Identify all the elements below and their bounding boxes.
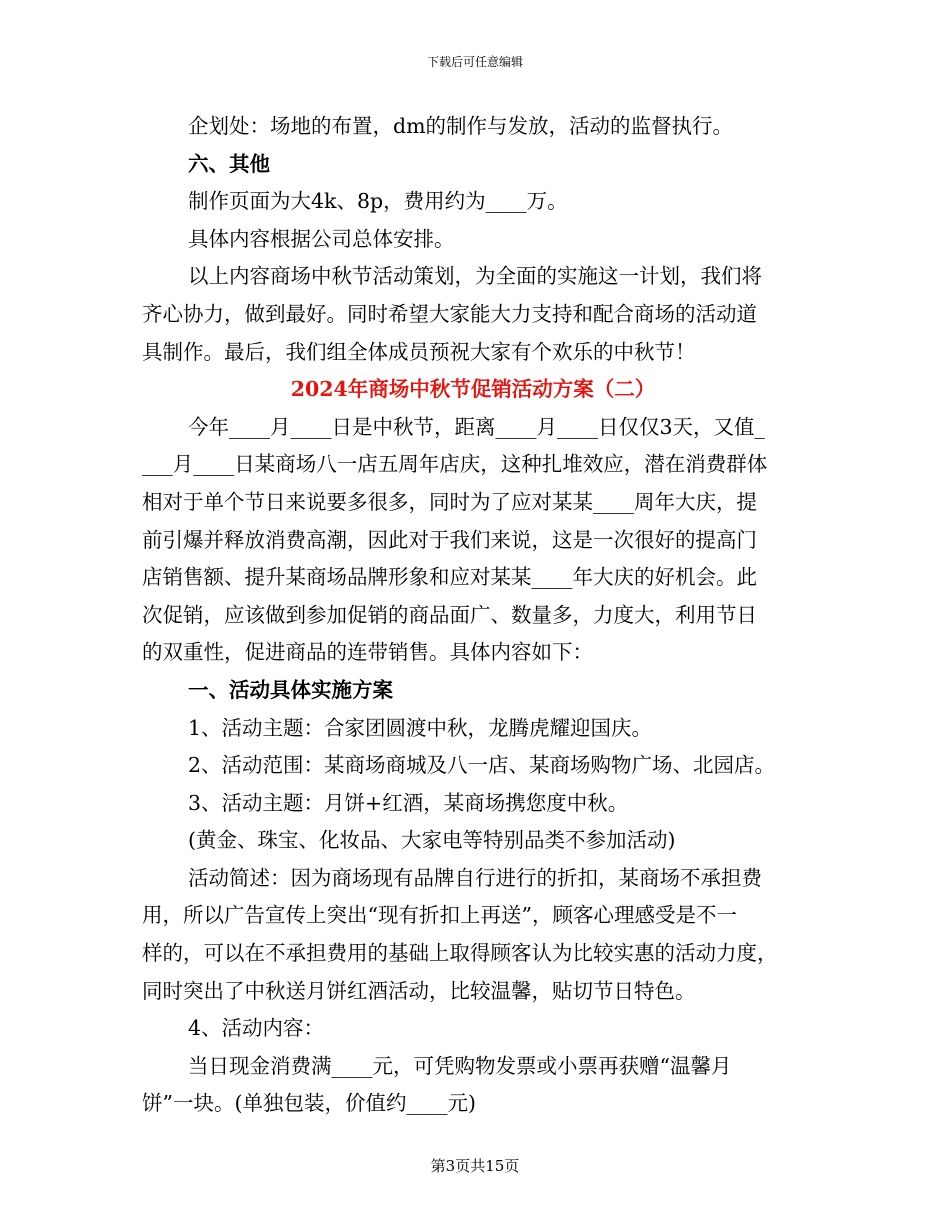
paragraph-line: (黄金、珠宝、化妆品、大家电等特别品类不参加活动) — [188, 828, 676, 853]
paragraph-line: 次促销，应该做到参加促销的商品面广、数量多，力度大，利用节日 — [142, 602, 757, 627]
paragraph-line: 当日现金消费满____元，可凭购物发票或小票再获赠“温馨月 — [188, 1053, 732, 1078]
paragraph-line: 以上内容商场中秋节活动策划，为全面的实施这一计划，我们将 — [188, 264, 762, 289]
paragraph-line: 相对于单个节日来说要多很多，同时为了应对某某____周年大庆，提 — [142, 489, 757, 514]
document-body — [142, 108, 804, 1123]
paragraph-line: 今年____月____日是中秋节，距离____月____日仅仅3天，又值_ — [188, 414, 765, 439]
paragraph-line: 活动简述：因为商场现有品牌自行进行的折扣，某商场不承担费 — [188, 865, 762, 890]
paragraph-line: 样的，可以在不承担费用的基础上取得顾客认为比较实惠的活动力度， — [142, 941, 778, 966]
paragraph-line: 具制作。最后，我们组全体成员预祝大家有个欢乐的中秋节！ — [142, 339, 696, 364]
paragraph-line: 店销售额、提升某商场品牌形象和应对某某____年大庆的好机会。此 — [142, 565, 757, 590]
paragraph-line: 4、活动内容： — [188, 1016, 325, 1041]
paragraph-line: 制作页面为大4k、8p，费用约为____万。 — [188, 189, 568, 214]
paragraph-line: 前引爆并释放消费高潮，因此对于我们来说，这是一次很好的提高门 — [142, 527, 757, 552]
page-header: 下载后可任意编辑 — [426, 55, 523, 69]
document-title: 2024年商场中秋节促销活动方案（二） — [290, 377, 656, 402]
paragraph-line: 同时突出了中秋送月饼红酒活动，比较温馨，贴切节日特色。 — [142, 978, 696, 1003]
paragraph-line: ___月____日某商场八一店五周年店庆，这种扎堆效应，潜在消费群体 — [142, 452, 768, 477]
paragraph-line: 2、活动范围：某商场商城及八一店、某商场购物广场、北园店。 — [188, 753, 776, 778]
paragraph-line: 1、活动主题：合家团圆渡中秋，龙腾虎耀迎国庆。 — [188, 715, 653, 740]
paragraph-line: 企划处：场地的布置，dm的制作与发放，活动的监督执行。 — [188, 114, 734, 138]
paragraph-line: 饼”一块。(单独包装，价值约____元) — [142, 1091, 476, 1116]
section-heading: 六、其他 — [188, 151, 270, 176]
section-heading: 一、活动具体实施方案 — [188, 677, 393, 702]
paragraph-line: 3、活动主题：月饼+红酒，某商场携您度中秋。 — [188, 790, 629, 815]
paragraph-line: 用，所以广告宣传上突出“现有折扣上再送”，顾客心理感受是不一 — [142, 903, 737, 928]
page-number: 第3页共15页 — [430, 1157, 520, 1175]
paragraph-line: 具体内容根据公司总体安排。 — [188, 226, 455, 251]
paragraph-line: 齐心协力，做到最好。同时希望大家能大力支持和配合商场的活动道 — [142, 301, 757, 326]
paragraph-line: 的双重性，促进商品的连带销售。具体内容如下： — [142, 640, 593, 665]
